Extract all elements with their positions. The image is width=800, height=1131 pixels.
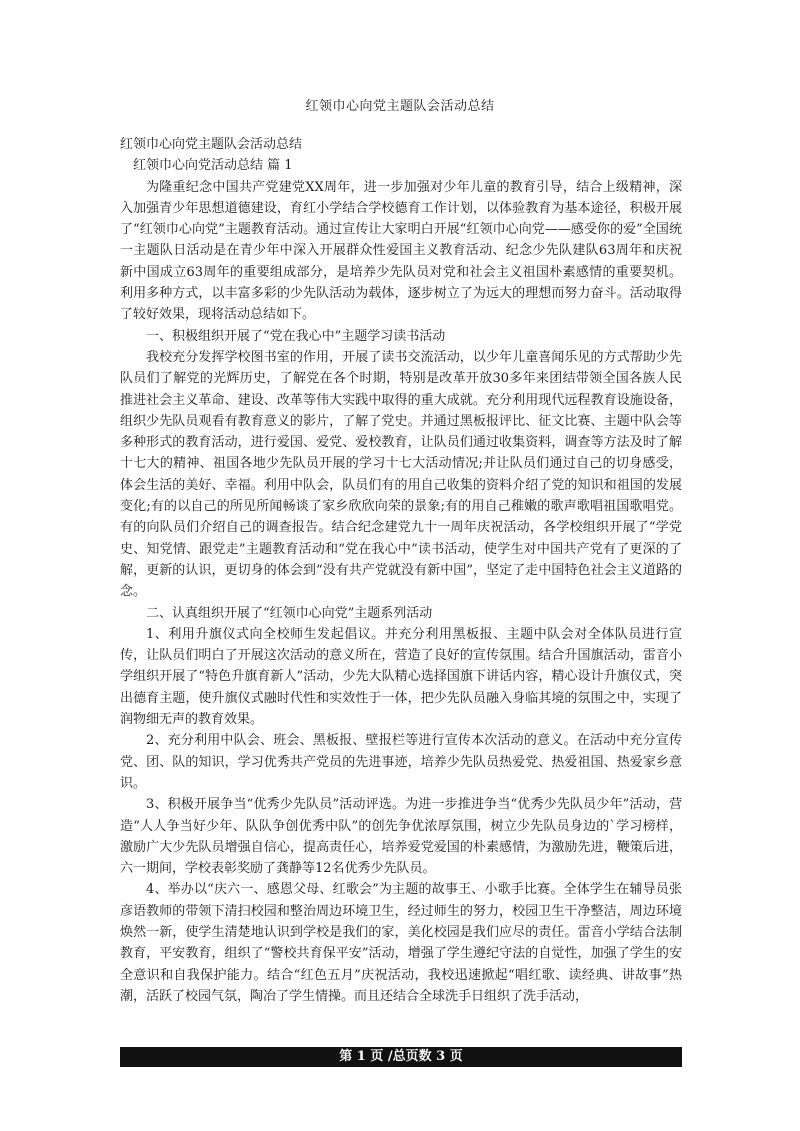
paragraph-item-2: 2、充分利用中队会、班会、黑板报、壁报栏等进行宣传本次活动的意义。在活动中充分宣传党、团、队的知识，学习优秀共产党员的先进事迹，培养少先队员热爱党、热爱祖国、热爱家乡意识。 <box>120 733 682 791</box>
section-title: 红领巾心向党活动总结 篇 1 <box>133 158 293 174</box>
paragraph-intro: 为隆重纪念中国共产党建党XX周年，进一步加强对少年儿童的教育引导，结合上级精神，深入加强青少年思想道德建设，育红小学结合学校德育工作计划，以体验教育为基本途径，积极开展了“红领巾心向党”主题教育活动。通过宣传让大家明白开展“红领巾心向党——感受你的爱”全国统一主题队日活动是在青少年中深入开展群众性爱国主义教育活动、纪念少先队建队63周年和庆祝新中国成立63周年的重要组成部分，是培养少先队员对党和社会主义祖国朴素感情的重要契机。利用多种方式，以丰富多彩的少先队活动为载体，逐步树立了为远大的理想而努力奋斗。活动取得了较好效果，现将活动总结如下。 <box>120 179 682 323</box>
paragraph-item-1: 1、利用升旗仪式向全校师生发起倡议。并充分利用黑板报、主题中队会对全体队员进行宣传，让队员们明白了开展这次活动的意义所在，营造了良好的宣传氛围。结合升国旗活动，雷音小学组织开展了“特色升旗育新人”活动，少先大队精心选择国旗下讲话内容，精心设计升旗仪式，突出德育主题，使升旗仪式融时代性和实效性于一体，把少先队员融入身临其境的氛围之中，实现了润物细无声的教育效果。 <box>120 626 682 728</box>
paragraph-item-4: 4、举办以“庆六一、感恩父母、红歌会”为主题的故事王、小歌手比赛。全体学生在辅导员张彦语教师的带领下清扫校园和整治周边环境卫生，经过师生的努力，校园卫生干净整洁，周边环境焕然一新，使学生清楚地认识到学校是我们的家，美化校园是我们应尽的责任。雷音小学结合法制教育，平安教育，组织了“警校共育保平安”活动，增强了学生遵纪守法的自觉性，加强了学生的安全意识和自我保护能力。结合“红色五月”庆祝活动，我校迅速掀起“唱红歌、读经典、讲故事”热潮，活跃了校园气氛，陶冶了学生情操。而且还结合全球洗手日组织了洗手活动， <box>120 882 682 1004</box>
document-title: 红领巾心向党主题队会活动总结 <box>305 99 495 114</box>
page-footer <box>120 1047 682 1067</box>
paragraph-part-1: 我校充分发挥学校图书室的作用，开展了读书交流活动，以少年儿童喜闻乐见的方式帮助少先队员们了解党的光辉历史，了解党在各个时期，特别是改革开放30多年来团结带领全国各族人民推进社会主义革命、建设、改革等伟大实践中取得的重大成就。充分利用现代远程教育设施设备，组织少先队员观看有教育意义的影片，了解了党史。并通过黑板报评比、征文比赛、主题中队会等多种形式的教育活动，进行爱国、爱党、爱校教育，让队员们通过收集资料，调查等方法及时了解十七大的精神、祖国各地少先队员开展的学习十七大活动情况;并让队员们通过自己的切身感受，体会生活的美好、幸福。利用中队会，队员们有的用自己收集的资料介绍了党的知识和祖国的发展变化;有的以自己的所见所闻畅谈了家乡欣欣向荣的景象;有的用自己稚嫩的歌声歌唱祖国歌唱党。有的向队员们介绍自己的调查报告。结合纪念建党九十一周年庆祝活动，各学校组织开展了“学党史、知党情、跟党走”主题教育活动和“党在我心中”读书活动，使学生对中国共产党有了更深的了解，更新的认识，更切身的体会到“没有共产党就没有新中国”，坚定了走中国特色社会主义道路的念。 <box>120 349 682 600</box>
page-number-label: 第 1 页 /总页数 3 页 <box>339 1049 463 1064</box>
document-subtitle: 红领巾心向党主题队会活动总结 <box>120 137 303 152</box>
document-body <box>120 134 682 1007</box>
paragraph-item-3: 3、积极开展争当“优秀少先队员”活动评选。为进一步推进争当“优秀少先队员少年”活动，营造“人人争当好少年、队队争创优秀中队”的创先争优浓厚氛围，树立少先队员身边的`学习榜样，激励广大少先队员增强自信心，提高责任心，培养爱党爱国的朴素感情，为激励先进，鞭策后进，六一期间，学校表彰奖励了龚静等12名优秀少先队员。 <box>120 797 682 877</box>
heading-part-1: 一、积极组织开展了“党在我心中”主题学习读书活动 <box>146 328 446 344</box>
heading-part-2: 二、认真组织开展了“红领巾心向党”主题系列活动 <box>146 605 433 621</box>
